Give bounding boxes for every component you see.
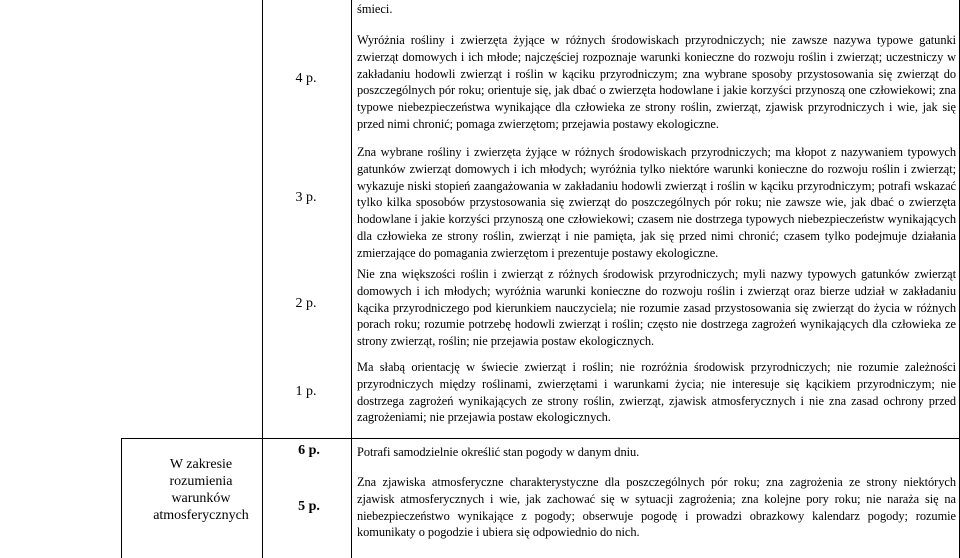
- grade-1-point: 1 p.: [295, 384, 317, 399]
- table-border-label-column-left: [121, 438, 122, 558]
- criteria-text-6-points: Potrafi samodzielnie określić stan pogody w danym dniu.: [357, 445, 640, 459]
- criteria-text-5-points: Zna zjawiska atmosferyczne charakterystyczne dla poszczególnych pór roku; zna zagrożenia ze strony niektórych zjawisk atmosferycznych i wie, jak zachować się w sytuacji zagrożenia; zna kolejne pory roku; nie naraża się na niebezpieczeństwo wynikające z pogody; obserwuje pogodę i prowadzi obrazkowy kalendarz pogody; rozumie komunikaty o pogodzie i ubiera się odpowiednio do nich.: [357, 475, 956, 540]
- grade-3-points: 3 p.: [295, 190, 317, 205]
- grade-4-points: 4 p.: [295, 71, 317, 86]
- section-label-weather: W zakresie rozumienia warunków atmosferycznych: [153, 457, 249, 523]
- previous-cell-fragment: śmieci.: [357, 2, 393, 16]
- criteria-text-4-points: Wyróżnia rośliny i zwierzęta żyjące w różnych środowiskach przyrodniczych; nie zawsze nazywa typowe gatunki zwierząt domowych i ich młode; najczęściej rozpoznaje warunki konieczne do rozwoju roślin i zwierząt; uczestniczy w zakładaniu hodowli zwierząt i roślin w kąciku przyrodniczym; zna wybrane sposoby przystosowania się zwierząt do poszczególnych pór roku; orientuje się, jak dbać o zwierzęta hodowlane i jakie korzyści przynoszą one człowiekowi; zna typowe niebezpieczeństwa wynikające dla człowieka ze strony roślin, zwierząt, zjawisk przyrodniczych i wie, jak się przed nimi chronić; pomaga zwierzętom; przejawia postawy ekologiczne.: [357, 33, 956, 131]
- criteria-text-1-point: Ma słabą orientację w świecie zwierząt i roślin; nie rozróżnia środowisk przyrodniczych; nie rozumie zależności przyrodniczych między roślinami, zwierzętami i warunkami życia; nie interesuje się kącikiem przyrodniczym; nie dostrzega zagrożeń wynikających ze strony roślin, zwierząt, zjawisk atmosferycznych i nie zna zasad ochrony przed zagrożeniami; nie przejawia postaw ekologicznych.: [357, 360, 956, 425]
- table-border-grade-column: [351, 0, 352, 558]
- grade-2-points: 2 p.: [295, 296, 317, 311]
- criteria-text-2-points: Nie zna większości roślin i zwierząt z różnych środowisk przyrodniczych; myli nazwy typowych gatunków zwierząt domowych i ich młodych; wyróżnia warunki konieczne do rozwoju roślin i zwierząt oraz bierze udział w zakładaniu kącika przyrodniczego pod kierunkiem nauczyciela; nie rozumie zasad przystosowania się zwierząt do życia w różnych porach roku; rozumie potrzebę hodowli zwierząt i roślin; często nie dostrzega zagrożeń wynikających dla człowieka ze strony zwierząt, roślin; nie przejawia postaw ekologicznych.: [357, 267, 956, 349]
- table-border-label-column-right: [262, 438, 263, 558]
- grade-6-points: 6 p.: [298, 443, 320, 458]
- grade-5-points: 5 p.: [298, 499, 320, 514]
- table-border-section: [121, 438, 960, 439]
- table-border-left-upper: [262, 0, 263, 438]
- criteria-text-3-points: Zna wybrane rośliny i zwierzęta żyjące w różnych środowiskach przyrodniczych; ma kłopot z nazywaniem typowych gatunków zwierząt domowych i ich młodych; wyróżnia tylko niektóre warunki konieczne do rozwoju roślin i zwierząt; wykazuje niski stopień zaangażowania w zakładaniu hodowli zwierząt i roślin w kąciku przyrodniczym; potrafi wskazać tylko kilka sposobów przystosowania się zwierząt do poszczególnych pór roku; nie zawsze wie, jak dbać o zwierzęta hodowlane i jakie korzyści przynoszą one człowiekowi; czasem nie dostrzega typowych niebezpieczeństw wynikających dla człowieka ze strony roślin, zwierząt i nie pamięta, jak się przed nimi chronić; czasem tylko podejmuje działania zmierzające do pomagania zwierzętom i prezentuje postawy ekologiczne.: [357, 145, 956, 260]
